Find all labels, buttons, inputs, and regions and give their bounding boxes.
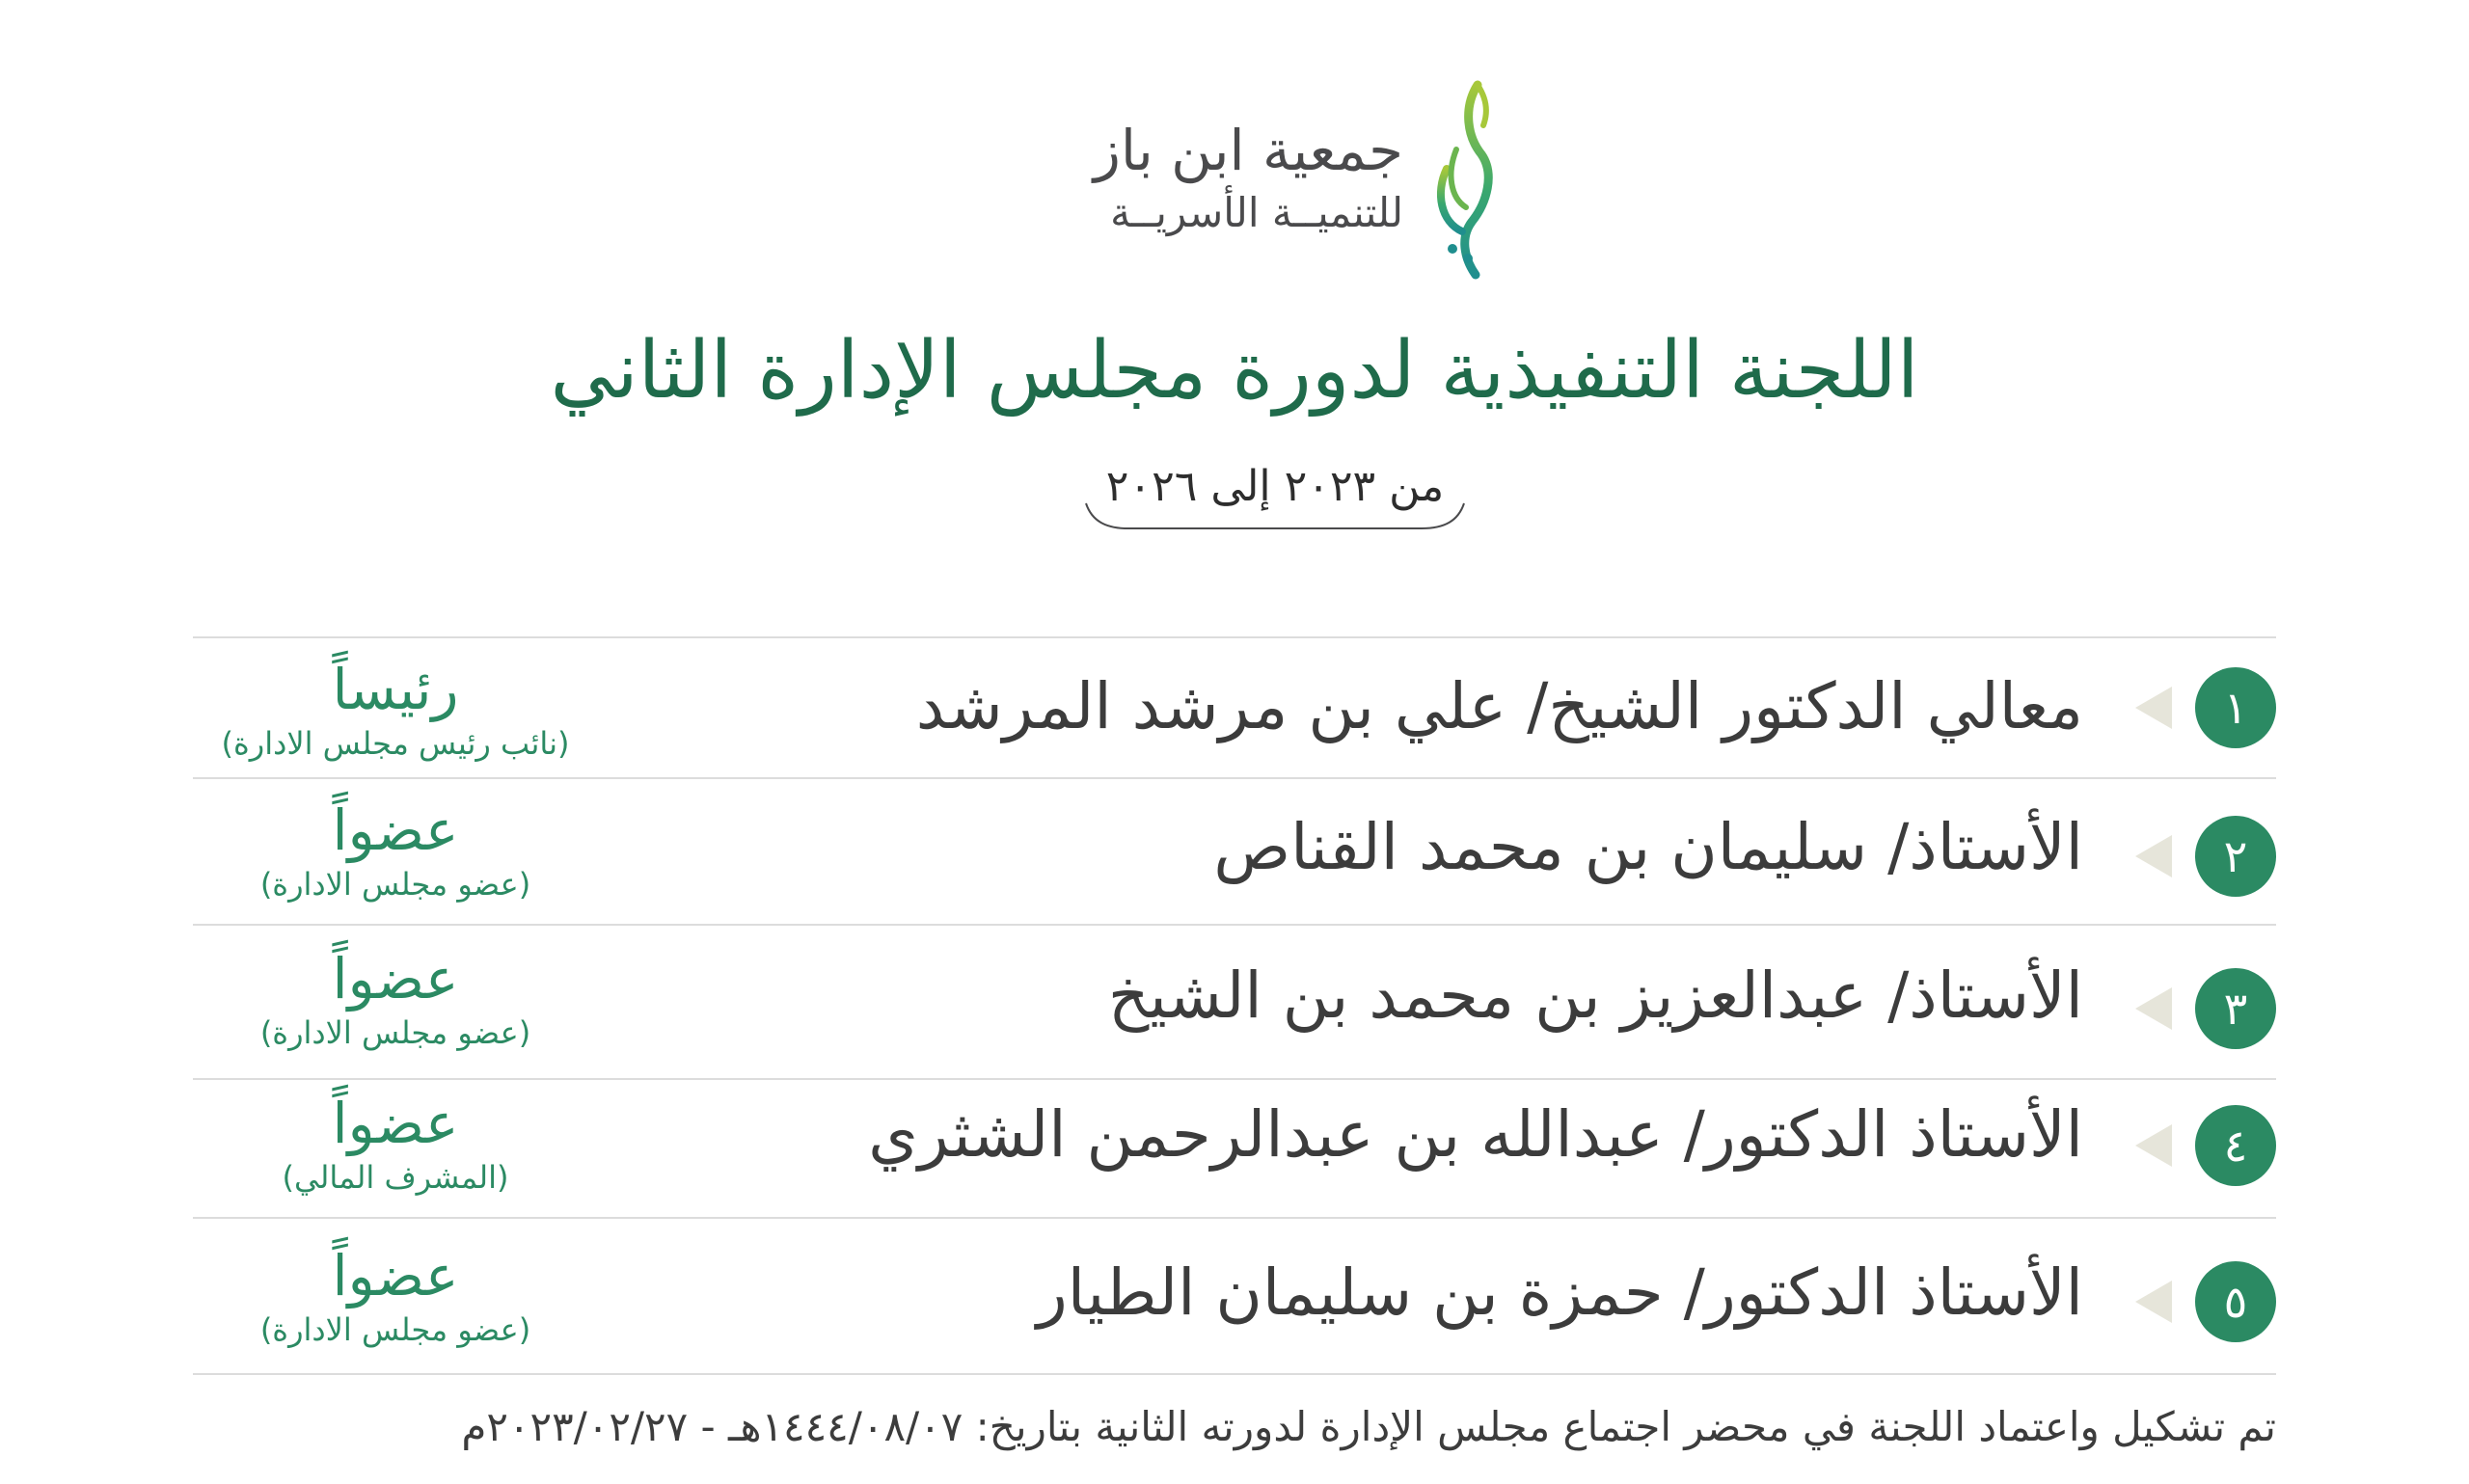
logo [1013, 77, 1514, 280]
period-text: من ٢٠٢٣ إلى ٢٠٢٦ [1105, 462, 1445, 511]
member-name: الأستاذ الدكتور/ عبدالله بن عبدالرحمن الشثري [868, 1097, 2083, 1172]
period-badge [1082, 453, 1468, 534]
arrow-icon [2135, 987, 2172, 1030]
member-name: الأستاذ/ عبدالعزيز بن محمد بن الشيخ [1107, 958, 2083, 1033]
number-badge: ٢ [2195, 816, 2276, 897]
role-cell [193, 1090, 598, 1198]
number-badge: ٥ [2195, 1261, 2276, 1342]
member-row [193, 1080, 2276, 1217]
member-role-detail: (عضو مجلس الادارة) [259, 866, 531, 903]
page-title: اللجنة التنفيذية لدورة مجلس الإدارة الثاني [550, 325, 1919, 417]
member-role: عضواً [332, 797, 459, 863]
arrow-icon [2135, 687, 2172, 729]
member-role: عضواً [332, 946, 459, 1012]
arrow-icon [2135, 1124, 2172, 1167]
member-row [193, 779, 2276, 924]
role-cell [193, 796, 598, 904]
member-row [193, 1219, 2276, 1373]
member-role-detail: (عضو مجلس الادارة) [259, 1311, 531, 1348]
member-row [193, 926, 2276, 1078]
member-role-detail: (عضو مجلس الادارة) [259, 1014, 531, 1051]
role-cell [193, 656, 598, 764]
member-role: عضواً [332, 1243, 459, 1309]
divider [193, 1373, 2276, 1375]
number-badge: ١ [2195, 667, 2276, 748]
member-row [193, 636, 2276, 777]
role-cell [193, 945, 598, 1053]
logo-calligraphy-icon [1418, 77, 1514, 280]
member-role-detail: (المشرف المالي) [282, 1159, 509, 1196]
member-name: الأستاذ/ سليمان بن محمد القناص [1213, 810, 2083, 884]
member-name: معالي الدكتور الشيخ/ علي بن مرشد المرشد [915, 669, 2083, 743]
arrow-icon [2135, 835, 2172, 877]
arrow-icon [2135, 1281, 2172, 1323]
member-role: عضواً [332, 1091, 459, 1156]
member-role-detail: (نائب رئيس مجلس الادارة) [221, 725, 570, 762]
member-name: الأستاذ الدكتور/ حمزة بن سليمان الطيار [1036, 1255, 2083, 1330]
member-role: رئيساً [332, 657, 459, 722]
logo-name: جمعية ابن باز [1093, 118, 1403, 183]
role-cell [193, 1242, 598, 1350]
logo-text [1094, 116, 1403, 241]
number-badge: ٤ [2195, 1105, 2276, 1186]
footer-note: تم تشكيل واعتماد اللجنة في محضر اجتماع مجلس الإدارة لدورته الثانية بتاريخ: ١٤٤٤/٠٨/٠٧هـ - ٢٠٢٣/٠٢/٢٧م [461, 1403, 2276, 1450]
number-badge: ٣ [2195, 968, 2276, 1049]
period-underline-curve [1082, 453, 1468, 534]
logo-subtitle: للتنميــة الأسريــة [1110, 189, 1403, 236]
